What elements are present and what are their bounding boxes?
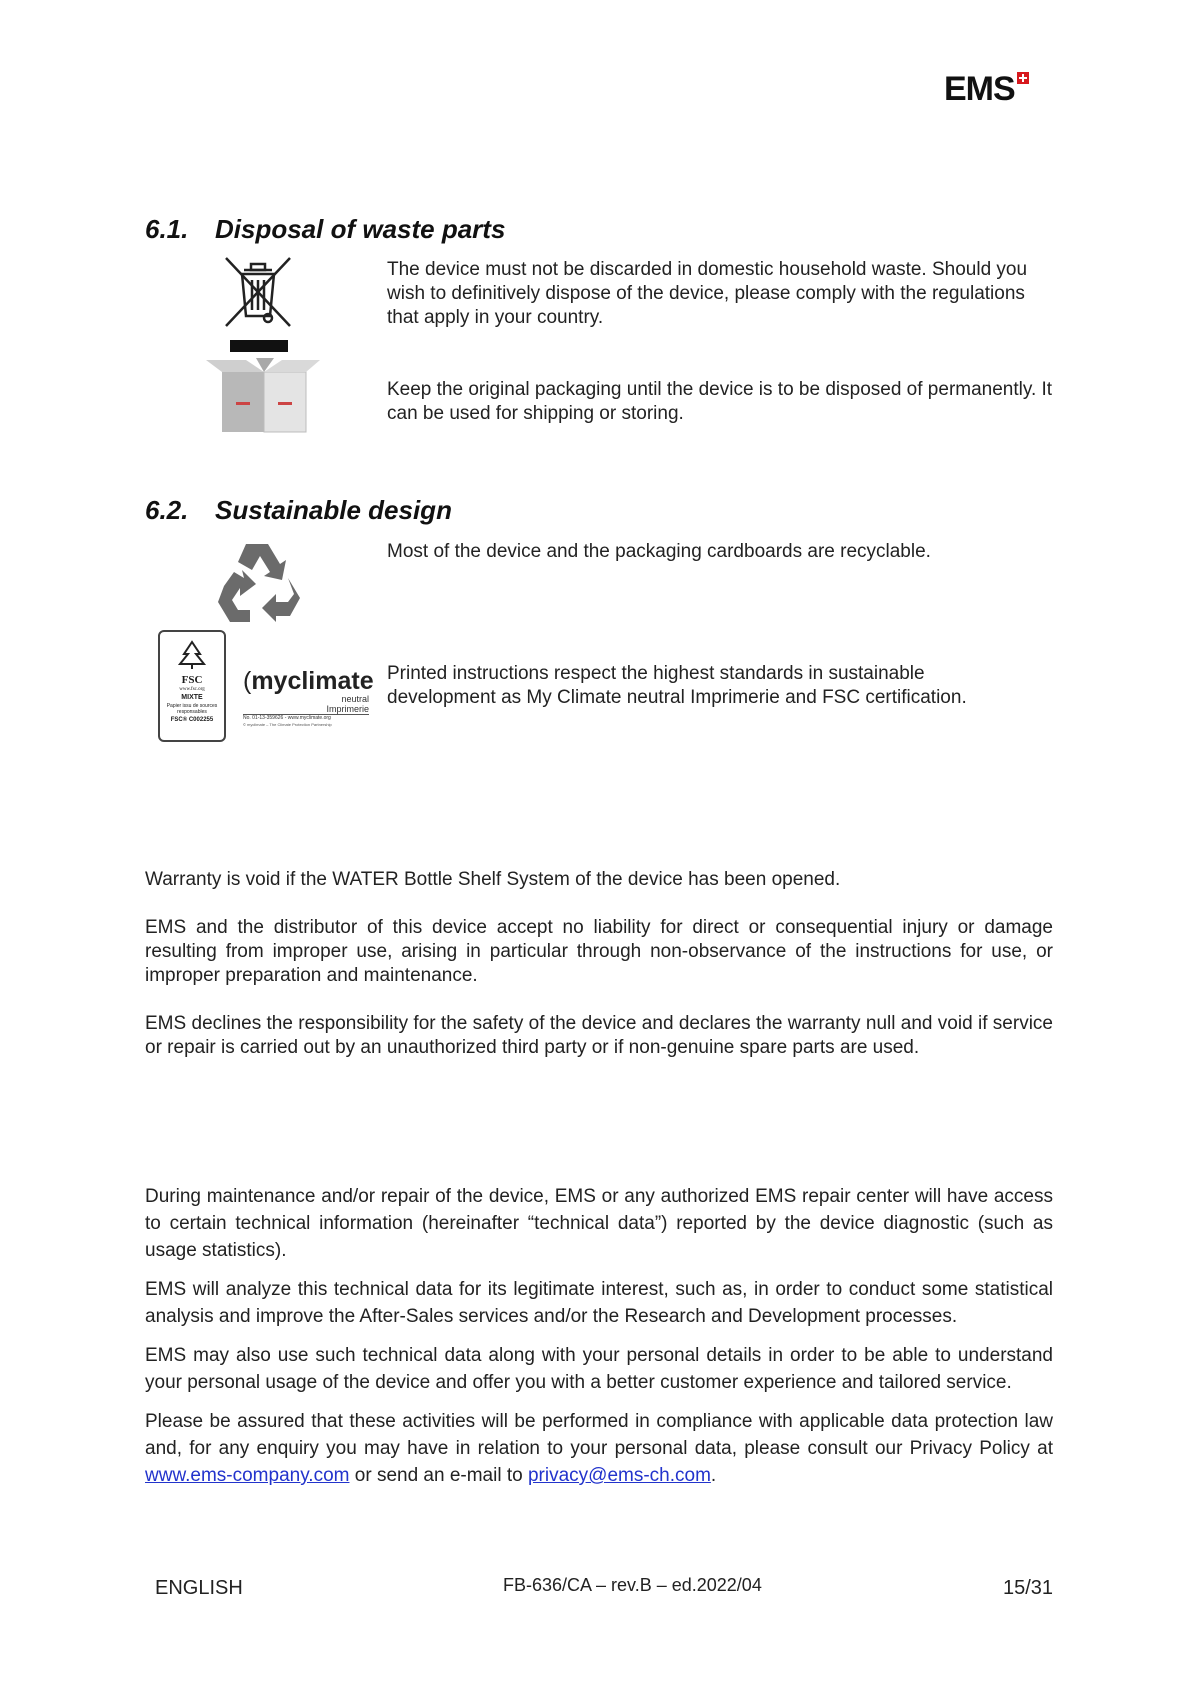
- recyclable-paragraph: Most of the device and the packaging cardboards are recyclable.: [387, 541, 931, 562]
- privacy-text-middle: or send an e-mail to: [354, 1465, 523, 1486]
- disposal-paragraph: The device must not be discarded in domestic household waste. Should you wish to definitively dispose of the device, please comply with the regulations that apply in your country.: [387, 259, 1028, 328]
- myclimate-line1: No. 01-13-359626 - www.myclimate.org: [243, 715, 331, 721]
- data-protection-paragraph-2: EMS will analyze this technical data for its legitimate interest, such as, in order to conduct some statistical analysis and improve the After-Sales services and/or the Research and Development processes.: [145, 1279, 1053, 1327]
- swiss-cross-icon: [1017, 72, 1029, 84]
- section-6-2-heading: [145, 495, 452, 526]
- myclimate-line2: © myclimate – The Climate Protection Partnership: [243, 722, 332, 727]
- fsc-site: www.fsc.org: [179, 687, 205, 692]
- myclimate-logo: [243, 667, 374, 728]
- website-link[interactable]: www.ems-company.com: [145, 1465, 350, 1486]
- fsc-type: MIXTE: [181, 694, 203, 701]
- recycle-icon: [216, 538, 306, 624]
- fsc-tree-icon: [174, 638, 210, 670]
- data-protection-paragraph-3: EMS may also use such technical data along with your personal details in order to be able to understand your personal usage of the device and offer you with a better customer experience and tailored service.: [145, 1345, 1053, 1393]
- privacy-text-end: .: [710, 1465, 717, 1486]
- data-protection-paragraph-4: [145, 1408, 1053, 1489]
- packaging-paragraph: Keep the original packaging until the device is to be disposed of permanently. It can be used for shipping or storing.: [387, 379, 1053, 424]
- fsc-brand: FSC: [181, 674, 203, 686]
- fsc-logo: [158, 630, 226, 742]
- warranty-paragraph-1: Warranty is void if the WATER Bottle Shelf System of the device has been opened.: [145, 869, 841, 890]
- section-title: Sustainable design: [215, 495, 452, 525]
- myclimate-brand: myclimate: [251, 667, 374, 695]
- myclimate-sub1: neutral: [341, 694, 369, 704]
- footer-language: ENGLISH: [155, 1577, 243, 1599]
- cloud-icon: (: [243, 667, 252, 695]
- crossed-out-bin-icon: [222, 256, 294, 354]
- cardboard-box-icon: [206, 358, 322, 434]
- ems-logo: [944, 70, 1029, 109]
- warranty-paragraph-2: EMS and the distributor of this device accept no liability for direct or consequential injury or damage resulting from improper use, arising in particular through non-observance of the instructions for use, or improper preparation and maintenance.: [145, 917, 1053, 986]
- warranty-paragraph-3: EMS declines the responsibility for the safety of the device and declares the warranty null and void if service or repair is carried out by an unauthorized third party or if non-genuine spare parts are used.: [145, 1013, 1053, 1058]
- logo-text: EMS: [944, 70, 1015, 108]
- fsc-desc: Papier issu de sources responsables: [166, 703, 218, 715]
- footer-page-number: 15/31: [1003, 1577, 1054, 1599]
- printed-instructions-paragraph: Printed instructions respect the highest standards in sustainable development as My Climate neutral Imprimerie and FSC certification.: [387, 663, 967, 708]
- section-title: Disposal of waste parts: [215, 214, 506, 244]
- section-number: 6.1.: [145, 214, 189, 244]
- privacy-text: Please be assured that these activities will be performed in compliance with applicable data protection law and, for any enquiry you may have in relation to your personal data, please consult our Privacy Policy at: [145, 1411, 1053, 1459]
- footer-doc-ref: FB-636/CA – rev.B – ed.2022/04: [503, 1575, 762, 1595]
- fsc-code: FSC® C002255: [170, 717, 214, 723]
- email-link[interactable]: privacy@ems-ch.com: [527, 1465, 711, 1486]
- section-number: 6.2.: [145, 495, 189, 525]
- data-protection-section: [145, 1183, 1053, 1501]
- data-protection-paragraph-1: During maintenance and/or repair of the device, EMS or any authorized EMS repair center will have access to certain technical information (hereinafter “technical data”) reported by the device diagnostic (such as usage statistics).: [145, 1186, 1053, 1261]
- myclimate-sub2: Imprimerie: [243, 704, 369, 715]
- section-6-1-heading: [145, 214, 505, 245]
